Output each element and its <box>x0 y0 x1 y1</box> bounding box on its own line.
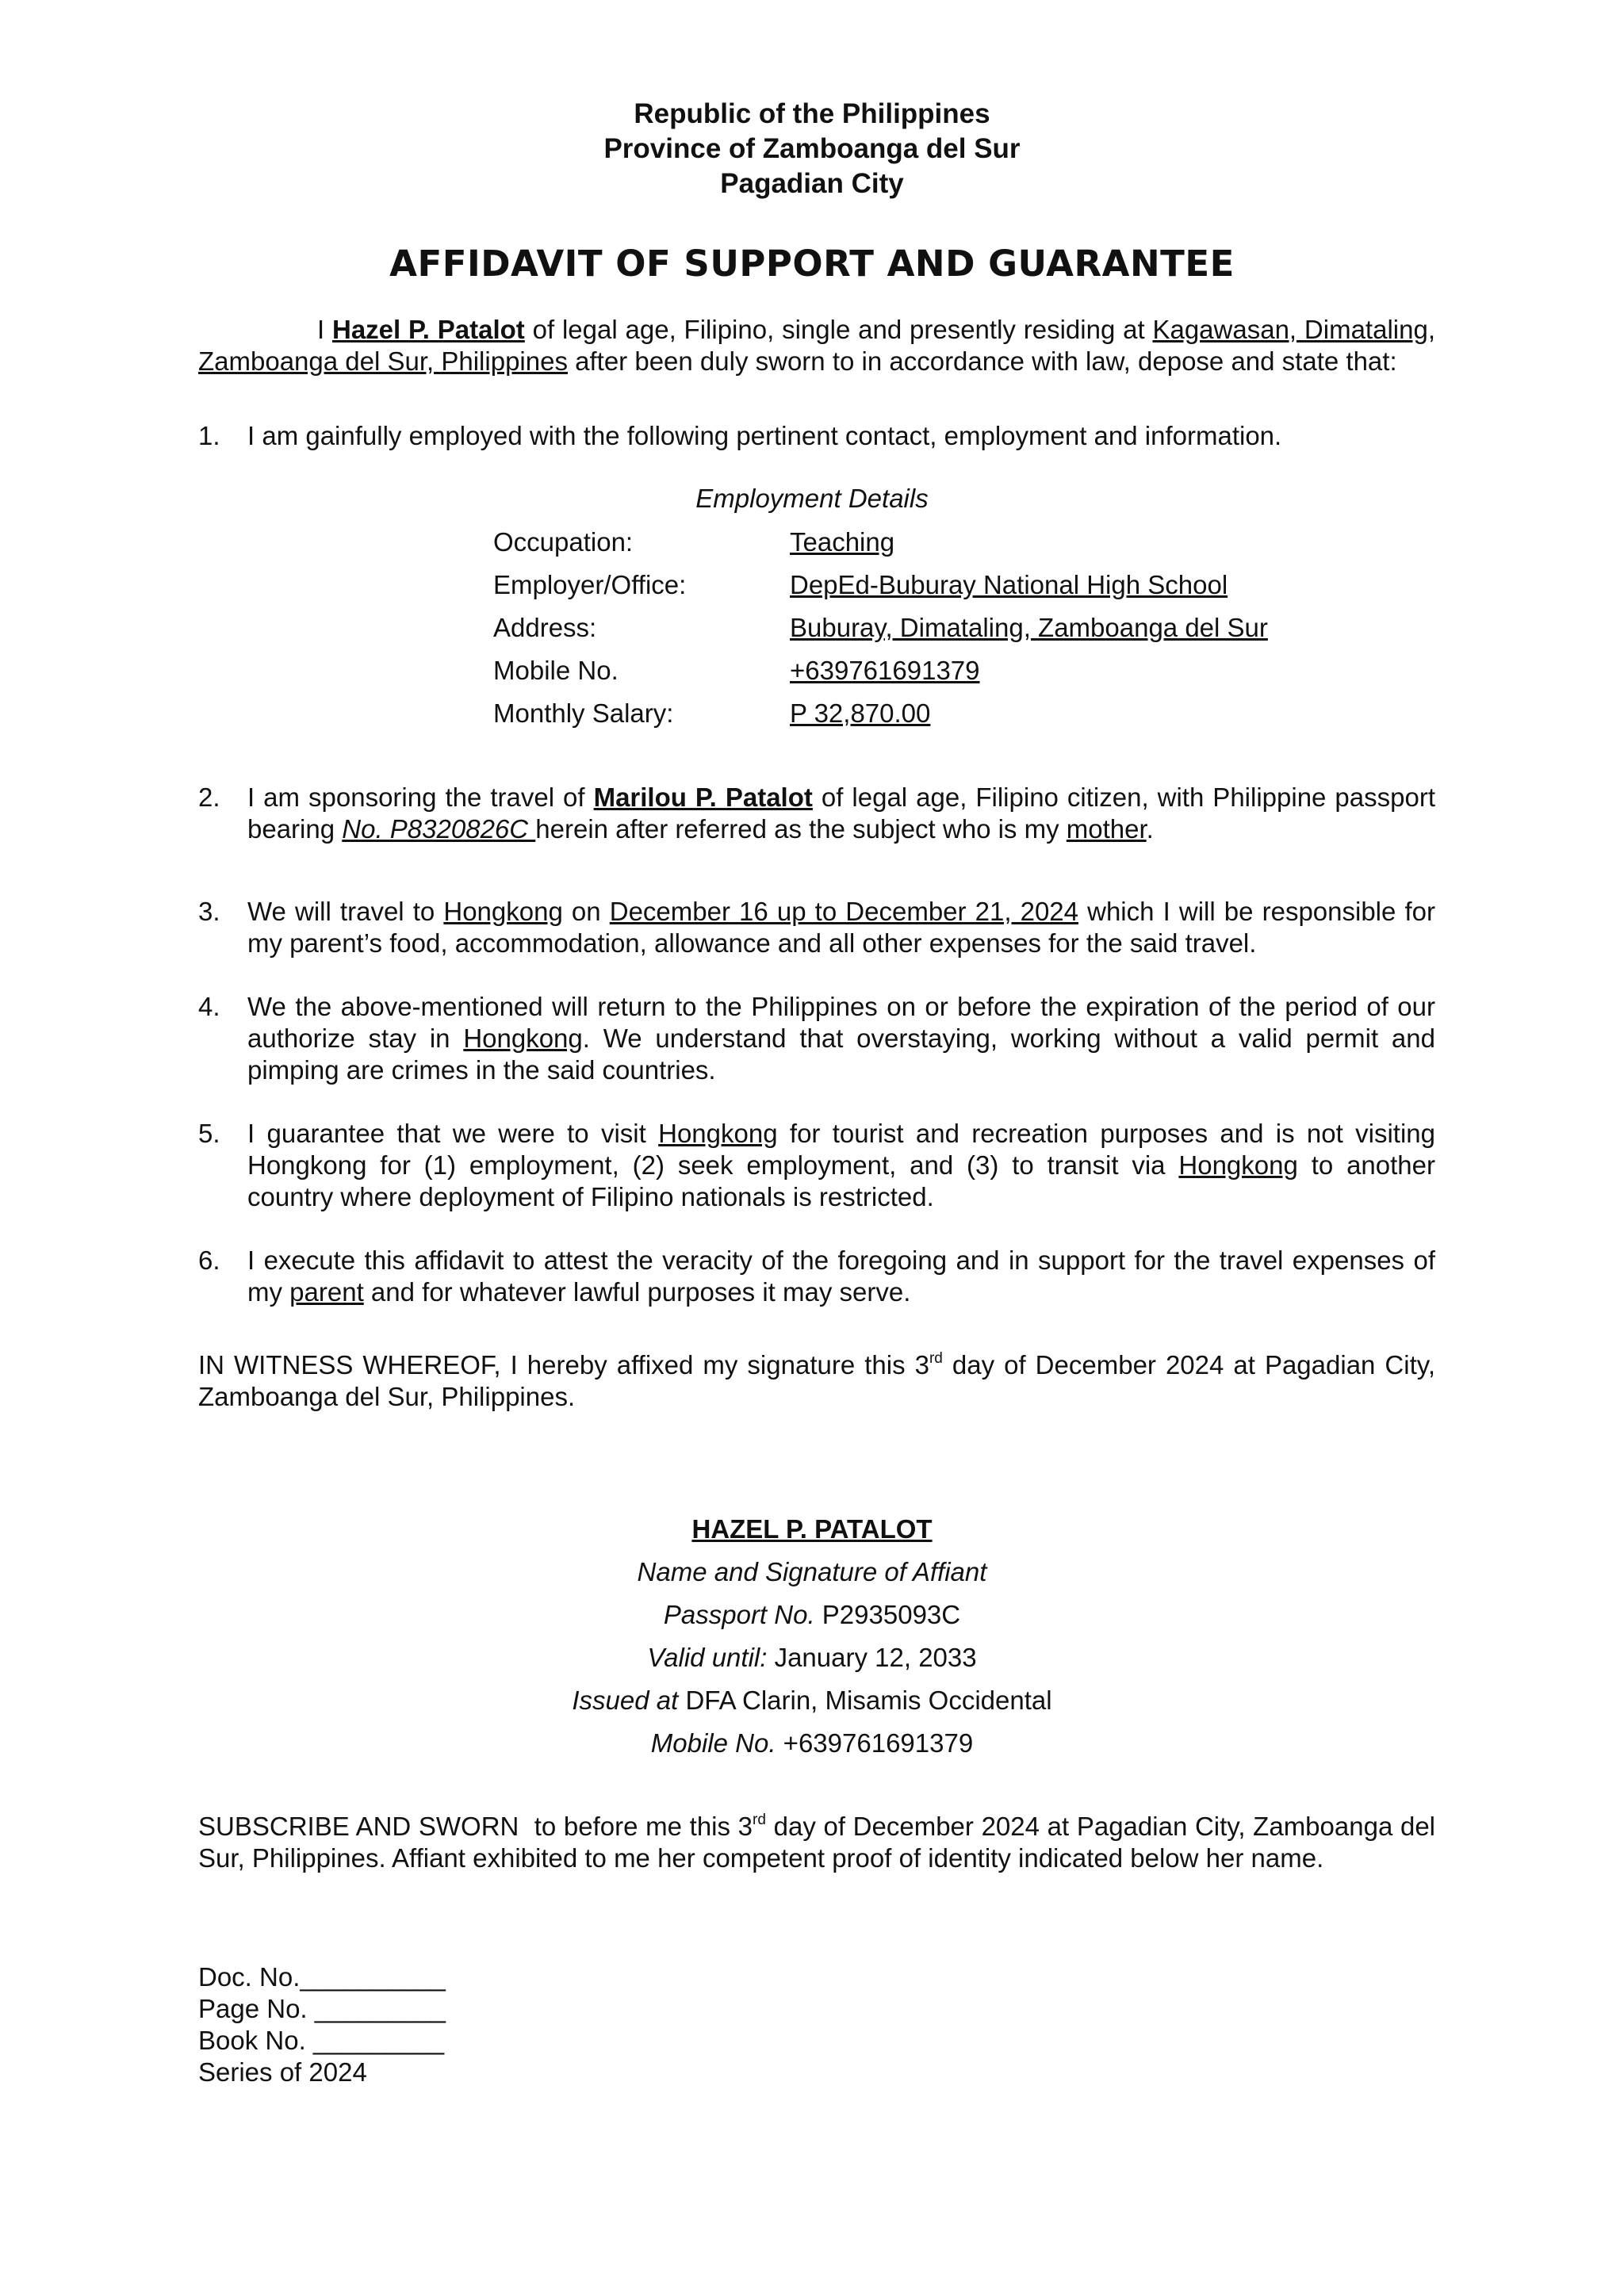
text-run: . <box>1146 814 1154 844</box>
notary-details <box>198 1961 446 2088</box>
text-run: for tourist and recreation purposes and is not visiting Hongkong for (1) employment, (2) seek employment, and (3) to transit via <box>247 1119 1435 1180</box>
item-3 <box>198 896 1435 959</box>
item-2 <box>198 782 1435 845</box>
text-run: day of December 2024 at Pagadian City, Zamboanga del Sur, Philippines. <box>198 1350 1435 1411</box>
item-number: 1. <box>198 421 220 450</box>
item-number: 2. <box>198 783 220 812</box>
header-republic: Republic of the Philippines <box>634 98 990 129</box>
issued-label: Issued at <box>572 1686 679 1715</box>
valid-label: Valid until: <box>647 1643 768 1672</box>
subscribe-paragraph <box>198 1811 1435 1874</box>
destination: Hongkong <box>658 1119 778 1148</box>
subject-name: Marilou P. Patalot <box>593 783 813 812</box>
signature-issued-at <box>0 1679 1624 1722</box>
text-run: . We understand that overstaying, working without a valid permit and pimping are crimes in the said countries. <box>247 1024 1435 1085</box>
affiant-address: Kagawasan, Dimataling, Zamboanga del Sur, Philippines <box>198 315 1435 376</box>
signature-valid-until <box>0 1636 1624 1679</box>
text-run: I am sponsoring the travel of <box>247 783 594 812</box>
employment-value: +639761691379 <box>790 656 980 685</box>
item-number: 3. <box>198 897 220 926</box>
issued-value: DFA Clarin, Misamis Occidental <box>678 1686 1052 1715</box>
item-number: 4. <box>198 992 220 1021</box>
subject-relation: mother <box>1066 814 1147 844</box>
witness-paragraph <box>198 1349 1435 1413</box>
employment-value: Teaching <box>790 527 895 557</box>
intro-mid: of legal age, Filipino, single and presently residing at <box>524 315 1153 344</box>
signature-name: HAZEL P. PATALOT <box>691 1514 933 1544</box>
affiant-name: Hazel P. Patalot <box>332 315 525 344</box>
employment-label: Address: <box>493 613 597 642</box>
item-1 <box>198 420 1435 452</box>
mobile-label: Mobile No. <box>650 1728 776 1758</box>
notary-doc-no: Doc. No.__________ <box>198 1962 446 1992</box>
parent-relation: parent <box>289 1277 364 1307</box>
item-number: 5. <box>198 1119 220 1148</box>
ordinal-suffix: rd <box>929 1350 943 1367</box>
item-text <box>247 1245 1435 1308</box>
item-4 <box>198 991 1435 1086</box>
header-city: Pagadian City <box>720 168 904 199</box>
employment-label: Employer/Office: <box>493 570 687 599</box>
employment-value: Buburay, Dimataling, Zamboanga del Sur <box>790 613 1268 642</box>
employment-label: Monthly Salary: <box>493 698 674 728</box>
destination: Hongkong <box>1178 1150 1298 1180</box>
item-text: I am gainfully employed with the following pertinent contact, employment and information. <box>247 421 1282 450</box>
employment-details-title: Employment Details <box>695 484 929 513</box>
signature-block <box>0 1508 1624 1765</box>
ordinal-suffix: rd <box>753 1812 766 1828</box>
intro-prefix: I <box>317 315 332 344</box>
text-run: herein after referred as the subject who is my <box>535 814 1067 844</box>
item-text <box>247 896 1435 959</box>
notary-series: Series of 2024 <box>198 2057 367 2087</box>
text-run: We will travel to <box>247 897 444 926</box>
text-run: to another country where deployment of Filipino nationals is restricted. <box>247 1150 1435 1211</box>
text-run: I execute this affidavit to attest the veracity of the foregoing and in support for the travel expenses of my <box>247 1246 1435 1307</box>
text-run: which I will be responsible for my parent’s food, accommodation, allowance and all other expenses for the said travel. <box>247 897 1435 958</box>
subject-passport: No. P8320826C <box>342 814 536 844</box>
document-header <box>0 97 1624 201</box>
item-5 <box>198 1118 1435 1213</box>
text-run: of legal age, Filipino citizen, with Philippine passport bearing <box>247 783 1435 844</box>
signature-mobile <box>0 1722 1624 1765</box>
item-text <box>247 1118 1435 1213</box>
destination: Hongkong <box>463 1024 583 1053</box>
text-run: day of December 2024 at Pagadian City, Zamboanga del Sur, Philippines. Affiant exhibited to me her competent proof of identity indicated below her name. <box>198 1812 1436 1873</box>
employment-value: DepEd-Buburay National High School <box>790 570 1228 599</box>
item-6 <box>198 1245 1435 1308</box>
text-run: I guarantee that we were to visit <box>247 1119 659 1148</box>
passport-label: Passport No. <box>663 1600 815 1629</box>
header-province: Province of Zamboanga del Sur <box>603 133 1021 164</box>
employment-label: Mobile No. <box>493 656 619 685</box>
text-run: SUBSCRIBE AND SWORN to before me this 3 <box>198 1812 753 1841</box>
text-run: We the above-mentioned will return to the Philippines on or before the expiration of the period of our authorize stay in <box>247 992 1435 1053</box>
signature-passport <box>0 1594 1624 1636</box>
notary-book-no: Book No. _________ <box>198 2026 445 2055</box>
employment-label: Occupation: <box>493 527 634 557</box>
text-run: on <box>562 897 610 926</box>
text-run: and for whatever lawful purposes it may serve. <box>363 1277 911 1307</box>
intro-paragraph <box>198 314 1435 377</box>
notary-page-no: Page No. _________ <box>198 1994 446 2023</box>
intro-suffix: after been duly sworn to in accordance with law, depose and state that: <box>567 346 1397 376</box>
travel-dates: December 16 up to December 21, 2024 <box>609 897 1079 926</box>
item-text <box>247 782 1435 845</box>
valid-value: January 12, 2033 <box>767 1643 977 1672</box>
text-run: IN WITNESS WHEREOF, I hereby affixed my signature this 3 <box>198 1350 929 1380</box>
mobile-value: +639761691379 <box>776 1728 974 1758</box>
item-number: 6. <box>198 1246 220 1275</box>
destination: Hongkong <box>443 897 563 926</box>
passport-value: P2935093C <box>814 1600 961 1629</box>
item-text <box>247 991 1435 1086</box>
signature-caption: Name and Signature of Affiant <box>637 1557 987 1586</box>
document-title: AFFIDAVIT OF SUPPORT AND GUARANTEE <box>389 243 1235 285</box>
employment-value: P 32,870.00 <box>790 698 931 728</box>
